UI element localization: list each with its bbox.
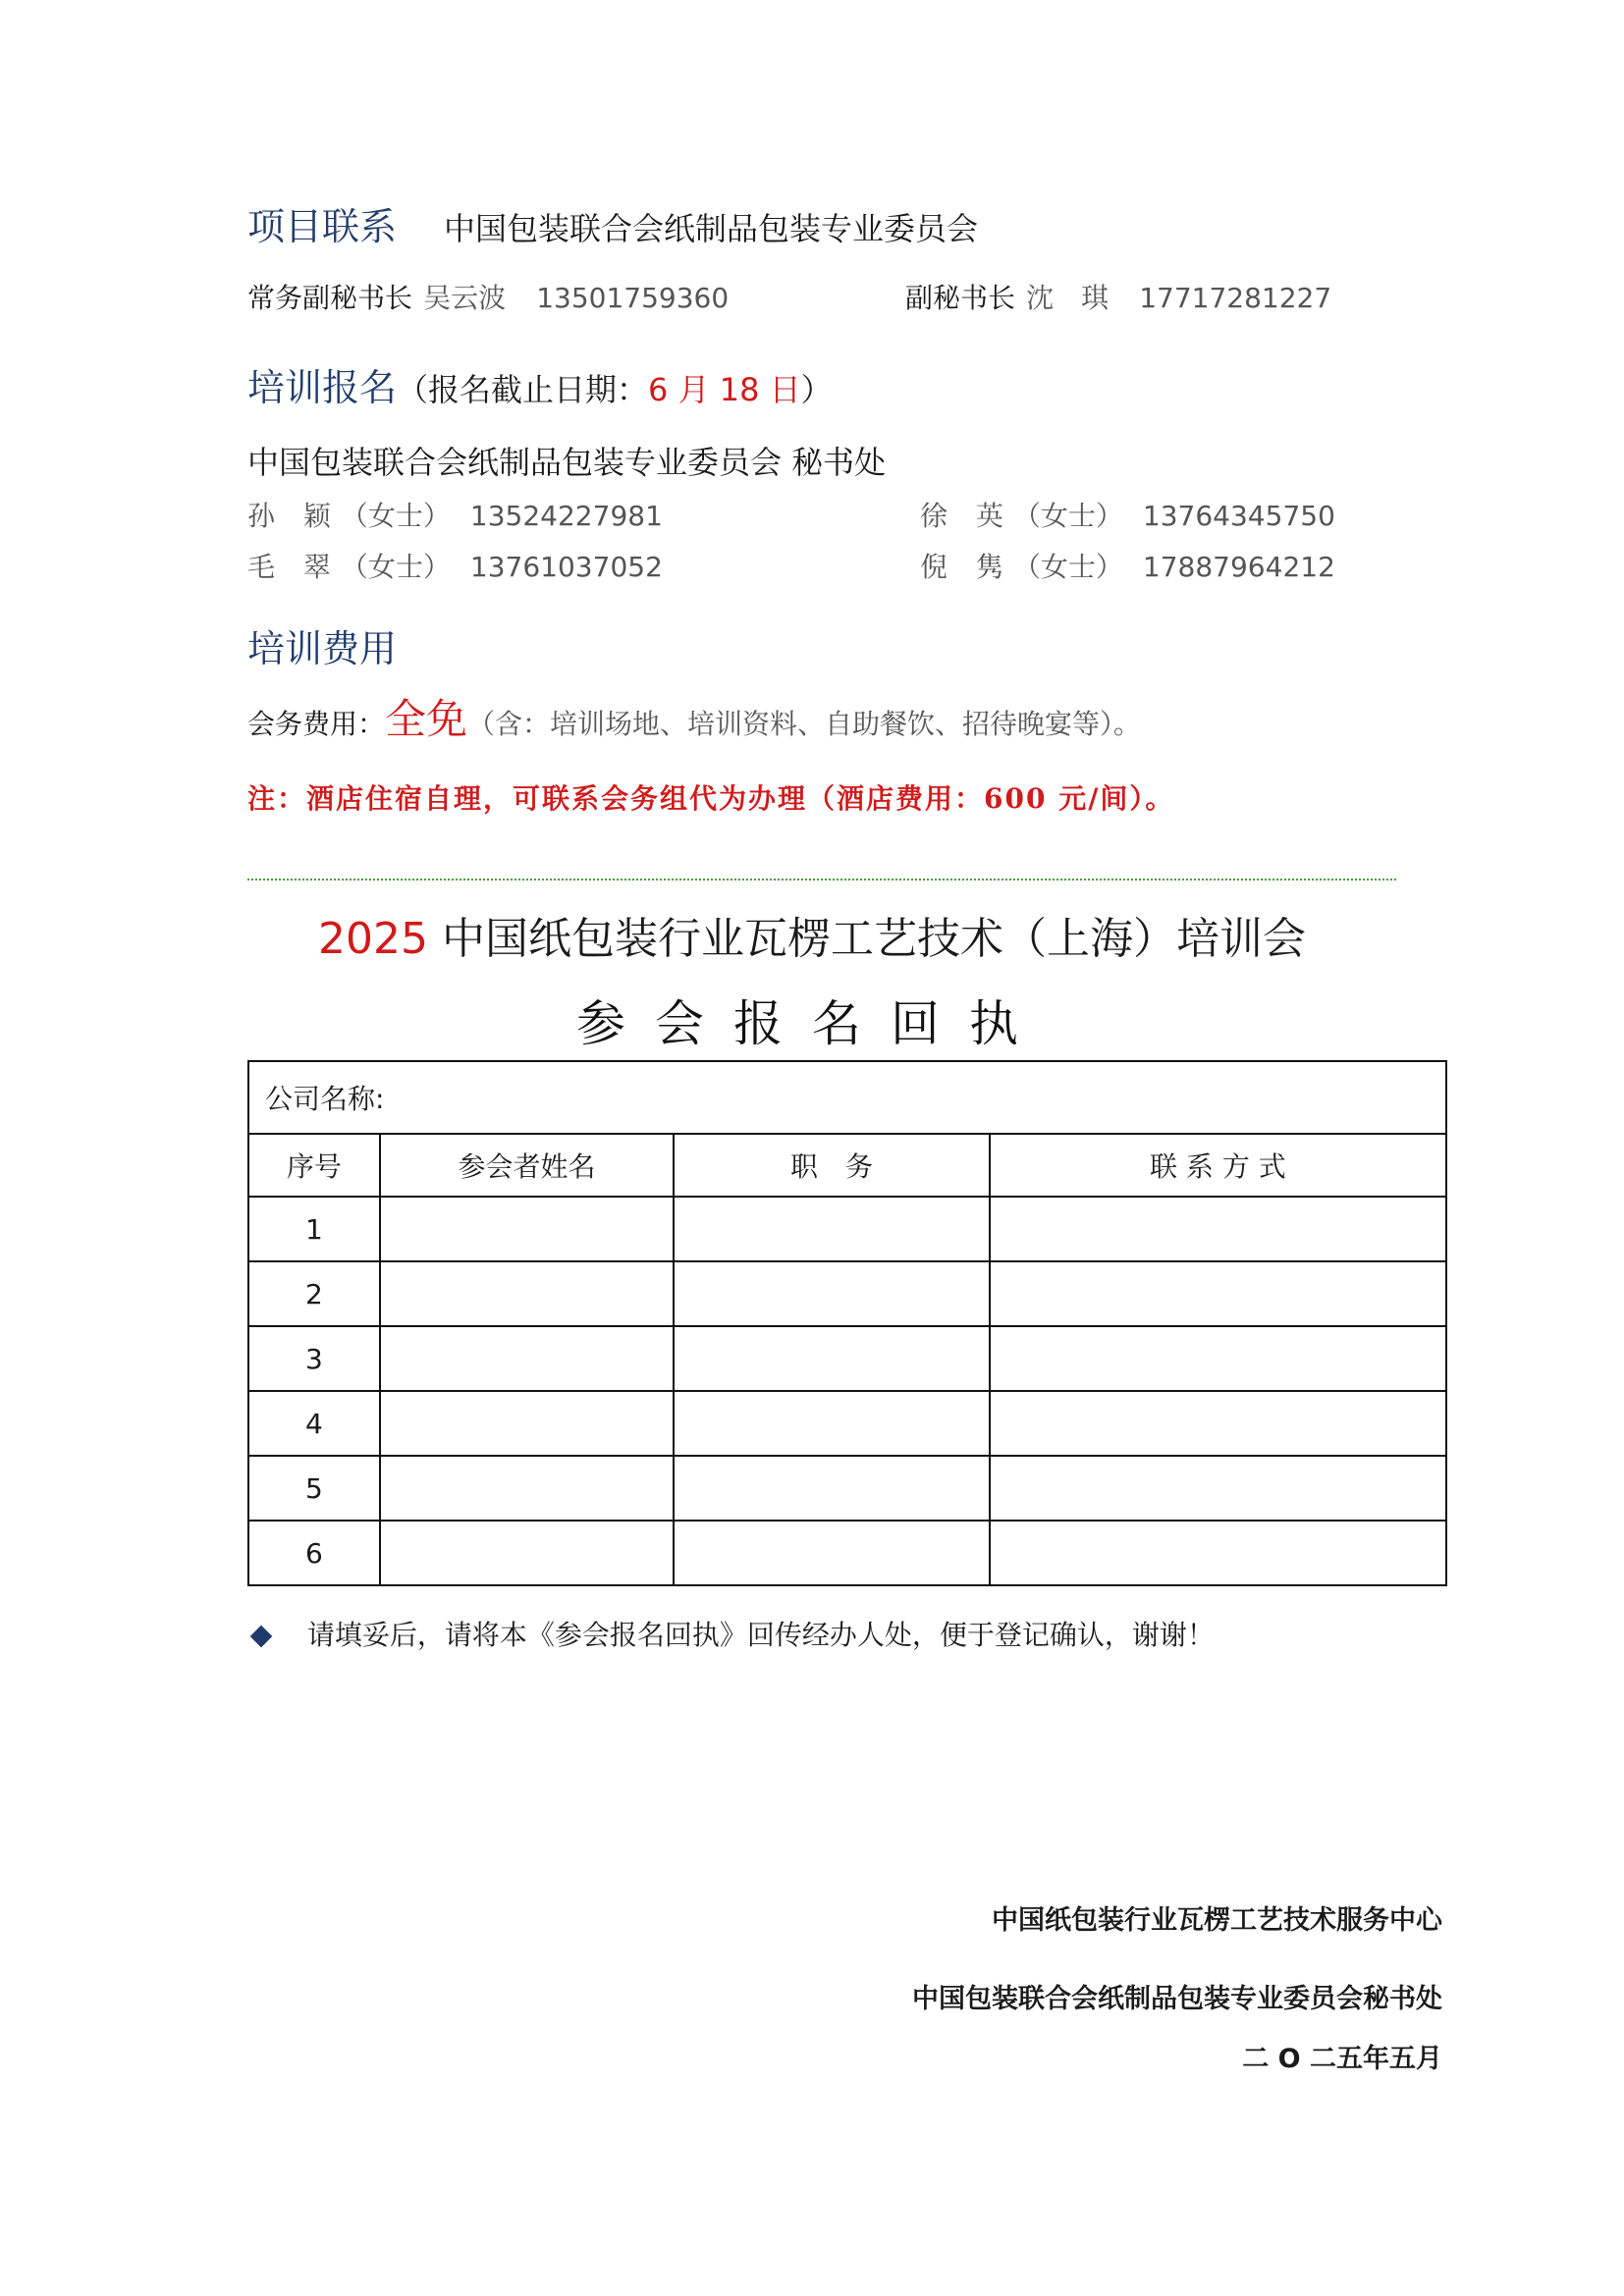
attendee-name-cell[interactable] (380, 1326, 674, 1391)
position-cell[interactable] (674, 1391, 990, 1456)
footer-date: 二 O 二五年五月 (1242, 2044, 1442, 2074)
table-row (248, 1197, 1446, 1261)
row-seq: 4 (248, 1391, 380, 1456)
registration-contact (247, 546, 663, 585)
deputy-phone: 17717281227 (1139, 282, 1332, 314)
form-subtitle: 参会报名回执 (576, 995, 1048, 1052)
contact-name: 毛 翠 (247, 551, 341, 583)
row-seq: 5 (248, 1456, 380, 1521)
footer-org-1: 中国纸包装行业瓦楞工艺技术服务中心 (992, 1905, 1442, 1936)
contact-cell[interactable] (990, 1261, 1446, 1326)
deputy-line (905, 277, 1331, 316)
contact-phone: 17887964212 (1142, 551, 1335, 583)
deputy-name: 沈 琪 (1026, 282, 1110, 314)
position-cell[interactable] (674, 1456, 990, 1521)
table-row (248, 1391, 1446, 1456)
company-name-label: 公司名称: (265, 1083, 385, 1115)
project-contact-org: 中国包装联合会纸制品包装专业委员会 (444, 210, 979, 247)
hotel-note: 注：酒店住宿自理，可联系会务组代为办理（酒店费用：600 元/间）。 (247, 782, 1175, 815)
header-contact: 联 系 方 式 (990, 1134, 1446, 1197)
executive-deputy-label: 常务副秘书长 (247, 282, 413, 314)
table-row (248, 1521, 1446, 1585)
section-divider (247, 879, 1396, 881)
registration-org: 中国包装联合会纸制品包装专业委员会 秘书处 (247, 444, 887, 481)
contact-cell[interactable] (990, 1197, 1446, 1261)
diamond-bullet-icon (250, 1626, 273, 1648)
contact-phone: 13761037052 (469, 551, 663, 583)
company-row (248, 1061, 1446, 1134)
form-instruction-line (253, 1614, 1215, 1653)
registration-form-table (247, 1060, 1447, 1586)
header-attendee-name: 参会者姓名 (380, 1134, 674, 1197)
table-row (248, 1326, 1446, 1391)
executive-deputy-name: 吴云波 (423, 282, 507, 314)
executive-deputy-line (247, 277, 729, 316)
table-row (248, 1261, 1446, 1326)
contact-cell[interactable] (990, 1391, 1446, 1456)
header-position: 职 务 (674, 1134, 990, 1197)
contact-name: 孙 颖 (247, 500, 341, 532)
form-title (0, 903, 1624, 966)
executive-deputy-phone: 13501759360 (536, 282, 730, 314)
deadline-date: 6 月 18 日 (648, 371, 801, 408)
row-seq: 2 (248, 1261, 380, 1326)
form-title-year: 2025 (318, 914, 428, 964)
company-name-cell[interactable] (248, 1061, 1446, 1134)
deputy-label: 副秘书长 (905, 282, 1016, 314)
contact-phone: 13764345750 (1142, 500, 1335, 532)
registration-heading: 培训报名 (247, 366, 398, 409)
fees-line (247, 687, 1141, 746)
contact-cell[interactable] (990, 1456, 1446, 1521)
attendee-name-cell[interactable] (380, 1521, 674, 1585)
contact-title: （女士） (340, 551, 451, 583)
registration-heading-line (247, 357, 833, 411)
contact-title: （女士） (1012, 551, 1123, 583)
row-seq: 1 (248, 1197, 380, 1261)
fees-label: 会务费用： (247, 708, 386, 740)
contact-cell[interactable] (990, 1326, 1446, 1391)
footer-org-2: 中国包装联合会纸制品包装专业委员会秘书处 (912, 1984, 1442, 2014)
fees-detail: （含：培训场地、培训资料、自助餐饮、招待晚宴等）。 (467, 708, 1142, 740)
registration-contact (247, 495, 663, 534)
fees-heading: 培训费用 (247, 627, 398, 670)
header-seq: 序号 (248, 1134, 380, 1197)
position-cell[interactable] (674, 1326, 990, 1391)
position-cell[interactable] (674, 1521, 990, 1585)
row-seq: 3 (248, 1326, 380, 1391)
contact-title: （女士） (1012, 500, 1123, 532)
position-cell[interactable] (674, 1197, 990, 1261)
contact-name: 徐 英 (920, 500, 1013, 532)
table-row (248, 1456, 1446, 1521)
registration-contact (920, 546, 1335, 585)
fees-value: 全免 (385, 695, 468, 743)
form-title-text: 中国纸包装行业瓦楞工艺技术（上海）培训会 (427, 914, 1306, 964)
project-contact-heading: 项目联系 (247, 205, 398, 248)
contact-phone: 13524227981 (469, 500, 663, 532)
table-header-row (248, 1134, 1446, 1197)
deadline-suffix: ） (800, 371, 833, 408)
contact-name: 倪 隽 (920, 551, 1013, 583)
contact-cell[interactable] (990, 1521, 1446, 1585)
row-seq: 6 (248, 1521, 380, 1585)
registration-contact (920, 495, 1335, 534)
contact-title: （女士） (340, 500, 451, 532)
attendee-name-cell[interactable] (380, 1391, 674, 1456)
attendee-name-cell[interactable] (380, 1197, 674, 1261)
position-cell[interactable] (674, 1261, 990, 1326)
attendee-name-cell[interactable] (380, 1261, 674, 1326)
form-instruction: 请填妥后，请将本《参会报名回执》回传经办人处，便于登记确认，谢谢！ (306, 1619, 1215, 1651)
deadline-prefix: （报名截止日期： (397, 371, 649, 408)
attendee-name-cell[interactable] (380, 1456, 674, 1521)
